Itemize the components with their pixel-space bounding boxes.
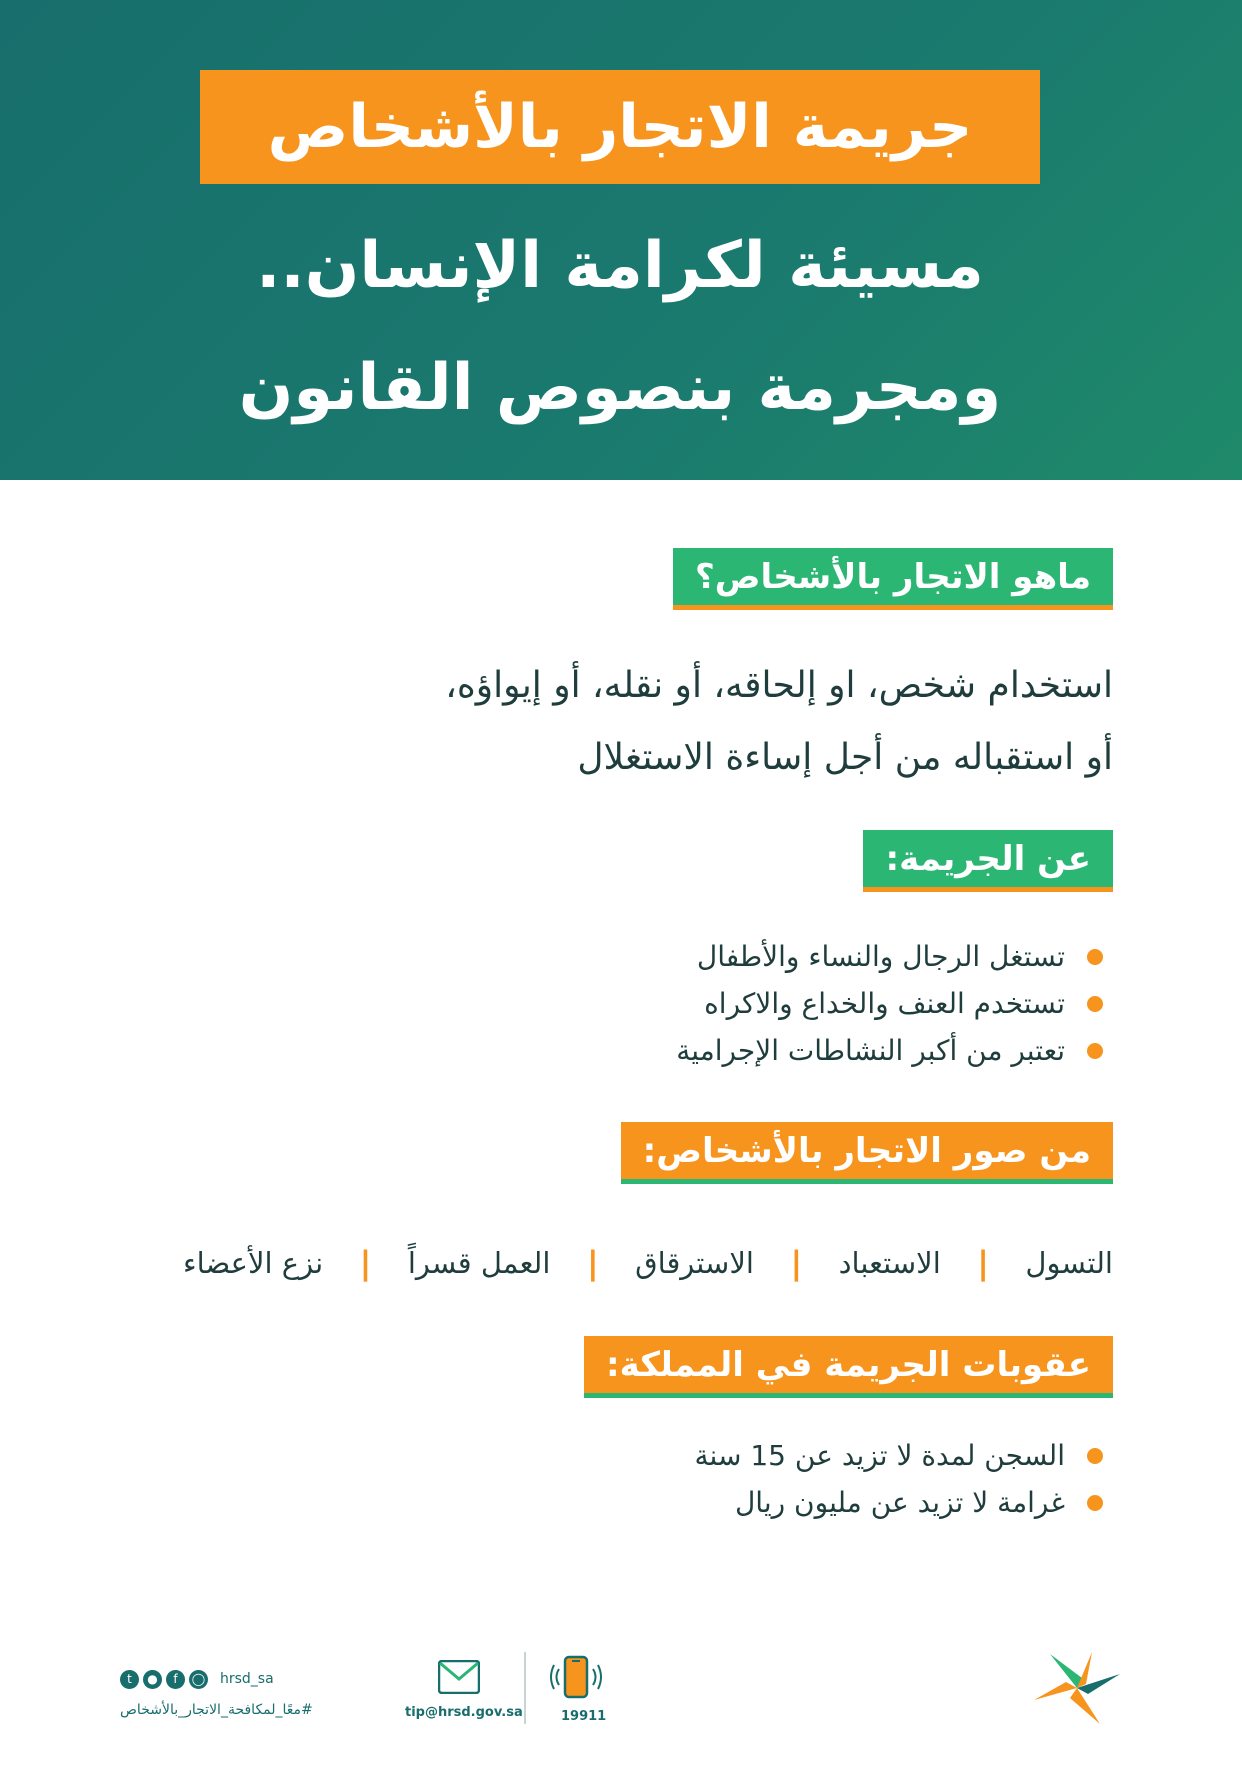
definition-line-1: استخدام شخص، او إلحاقه، أو نقله، أو إيواؤه، bbox=[445, 665, 1113, 706]
subtitle-line-2: ومجرمة بنصوص القانون bbox=[238, 351, 1002, 425]
about-heading: عن الجريمة: bbox=[863, 830, 1113, 892]
forms-heading: من صور الاتجار بالأشخاص: bbox=[621, 1122, 1113, 1184]
social-links bbox=[120, 1664, 274, 1694]
bullet-dot-icon bbox=[1087, 1043, 1103, 1059]
definition-line-2: أو استقباله من أجل إساءة الاستغلال bbox=[577, 737, 1113, 778]
form-item: الاسترقاق bbox=[635, 1246, 754, 1280]
phone-number[interactable]: 19911 bbox=[561, 1709, 607, 1724]
snapchat-icon[interactable]: ● bbox=[143, 1670, 162, 1689]
form-item: الاستعباد bbox=[838, 1246, 941, 1280]
bullet-dot-icon bbox=[1087, 996, 1103, 1012]
bullet-dot-icon bbox=[1087, 1448, 1103, 1464]
bullet-dot-icon bbox=[1087, 1495, 1103, 1511]
ministry-logo-icon bbox=[1030, 1648, 1124, 1726]
separator: | bbox=[790, 1244, 803, 1282]
form-item: التسول bbox=[1025, 1246, 1113, 1280]
facebook-icon[interactable]: f bbox=[166, 1670, 185, 1689]
hashtag: #معًا_لمكافحة_الاتجار_بالأشخاص bbox=[120, 1702, 313, 1718]
penalties-list bbox=[213, 1432, 1113, 1526]
list-item: غرامة لا تزيد عن مليون ريال bbox=[213, 1479, 1113, 1526]
form-item: نزع الأعضاء bbox=[183, 1246, 324, 1280]
forms-row bbox=[183, 1238, 1113, 1288]
list-item: تستخدم العنف والخداع والاكراه bbox=[213, 980, 1113, 1027]
instagram-icon[interactable]: ◯ bbox=[189, 1670, 208, 1689]
list-item: تعتبر من أكبر النشاطات الإجرامية bbox=[213, 1027, 1113, 1074]
social-handle[interactable]: hrsd_sa bbox=[220, 1671, 274, 1687]
footer-divider bbox=[524, 1652, 526, 1724]
bullet-dot-icon bbox=[1087, 949, 1103, 965]
what-is-heading: ماهو الاتجار بالأشخاص؟ bbox=[673, 548, 1113, 610]
email-link[interactable]: tip@hrsd.gov.sa bbox=[405, 1705, 523, 1720]
form-item: العمل قسراً bbox=[407, 1246, 551, 1280]
separator: | bbox=[586, 1244, 599, 1282]
penalties-heading: عقوبات الجريمة في المملكة: bbox=[584, 1336, 1113, 1398]
mail-icon bbox=[438, 1660, 480, 1694]
about-list bbox=[213, 933, 1113, 1074]
twitter-icon[interactable]: t bbox=[120, 1670, 139, 1689]
subtitle-line-1: مسيئة لكرامة الإنسان.. bbox=[256, 229, 984, 303]
list-item: السجن لمدة لا تزيد عن 15 سنة bbox=[213, 1432, 1113, 1479]
separator: | bbox=[977, 1244, 989, 1282]
header-banner bbox=[0, 0, 1242, 480]
definition-text bbox=[213, 650, 1113, 794]
page-title: جريمة الاتجار بالأشخاص bbox=[200, 70, 1040, 184]
list-item: تستغل الرجال والنساء والأطفال bbox=[213, 933, 1113, 980]
phone-icon bbox=[548, 1655, 604, 1703]
separator: | bbox=[359, 1244, 372, 1282]
